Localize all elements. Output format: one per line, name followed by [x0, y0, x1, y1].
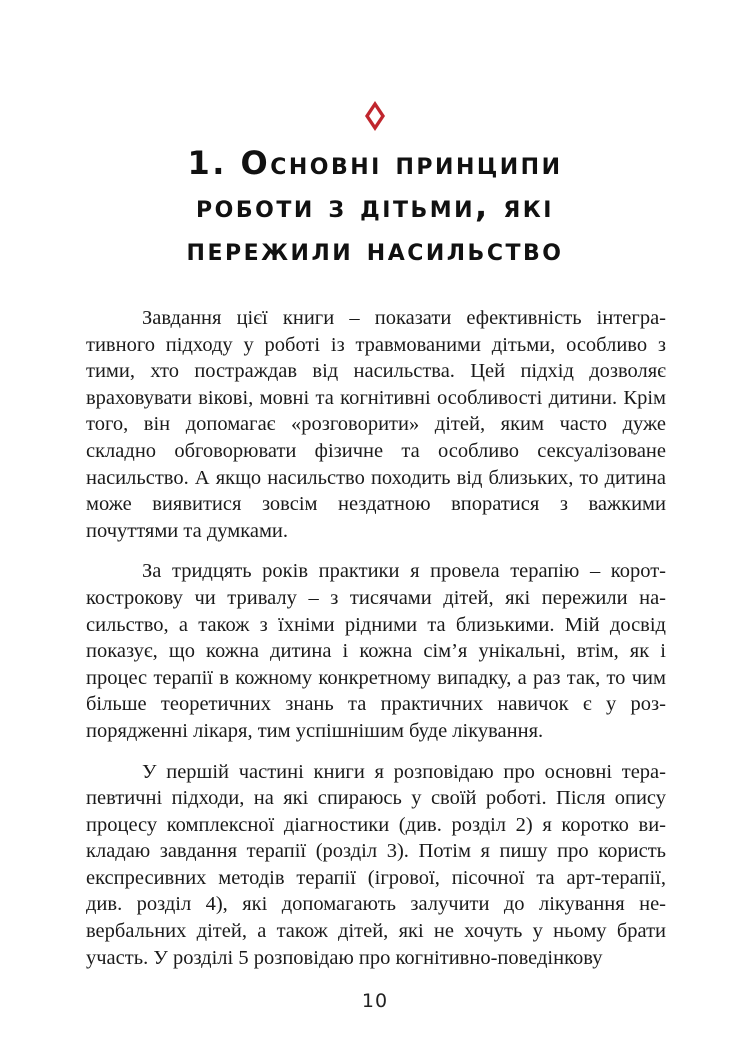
paragraph: У першій частині книги я розповідаю про основні терапевтичні підходи, на які спираюсь у своїй роботі. Після опису процесу комплексної діагностики (див. розділ 2) я коротко викладаю завдання терапії (розділ 3). Потім я пишу про користь експресивних методів терапії (ігрової, пісочної та арт-терапії, див. розділ 4), які допомагають залучити до лікування невербальних дітей, а також дітей, які не хочуть у ньому брати участь. У розділі 5 розповідаю про когнітивно-поведінкову — [86, 760, 666, 969]
chapter-title — [60, 142, 690, 271]
body-text — [86, 305, 666, 985]
diamond-ornament-icon — [363, 100, 387, 132]
chapter-title-line: 1. Основні принципи — [187, 144, 563, 182]
chapter-title-line: пережили насильство — [186, 230, 564, 268]
paragraph: Завдання цієї книги – показати ефективність інтегративного підходу у роботі із травмованими дітьми, особливо з тими, хто постраждав від насильства. Цей підхід дозволяє враховувати вікові, мовні та когнітивні особливості дитини. Крім того, він допомагає «розговорити» дітей, яким часто дуже складно обговорювати фізичне та особливо сексуалізоване насильство. А якщо насильство походить від близьких, то дитина може виявитися зовсім нездатною впоратися з важкими почуттями та думками. — [86, 307, 666, 542]
page-number: 10 — [361, 990, 389, 1012]
paragraph: За тридцять років практики я провела терапію – короткострокову чи тривалу – з тисячами дітей, які пережили насильство, а також з їхніми рідними та близькими. Мій досвід показує, що кожна дитина і кожна сім’я унікальні, втім, як і процес терапії в кожному конкретному випадку, а раз так, то чим більше теоретичних знань та практичних навичок є у розпорядженні лікаря, тим успішнішим буде лікування. — [86, 560, 666, 742]
chapter-title-line: роботи з дітьми, які — [196, 187, 554, 225]
